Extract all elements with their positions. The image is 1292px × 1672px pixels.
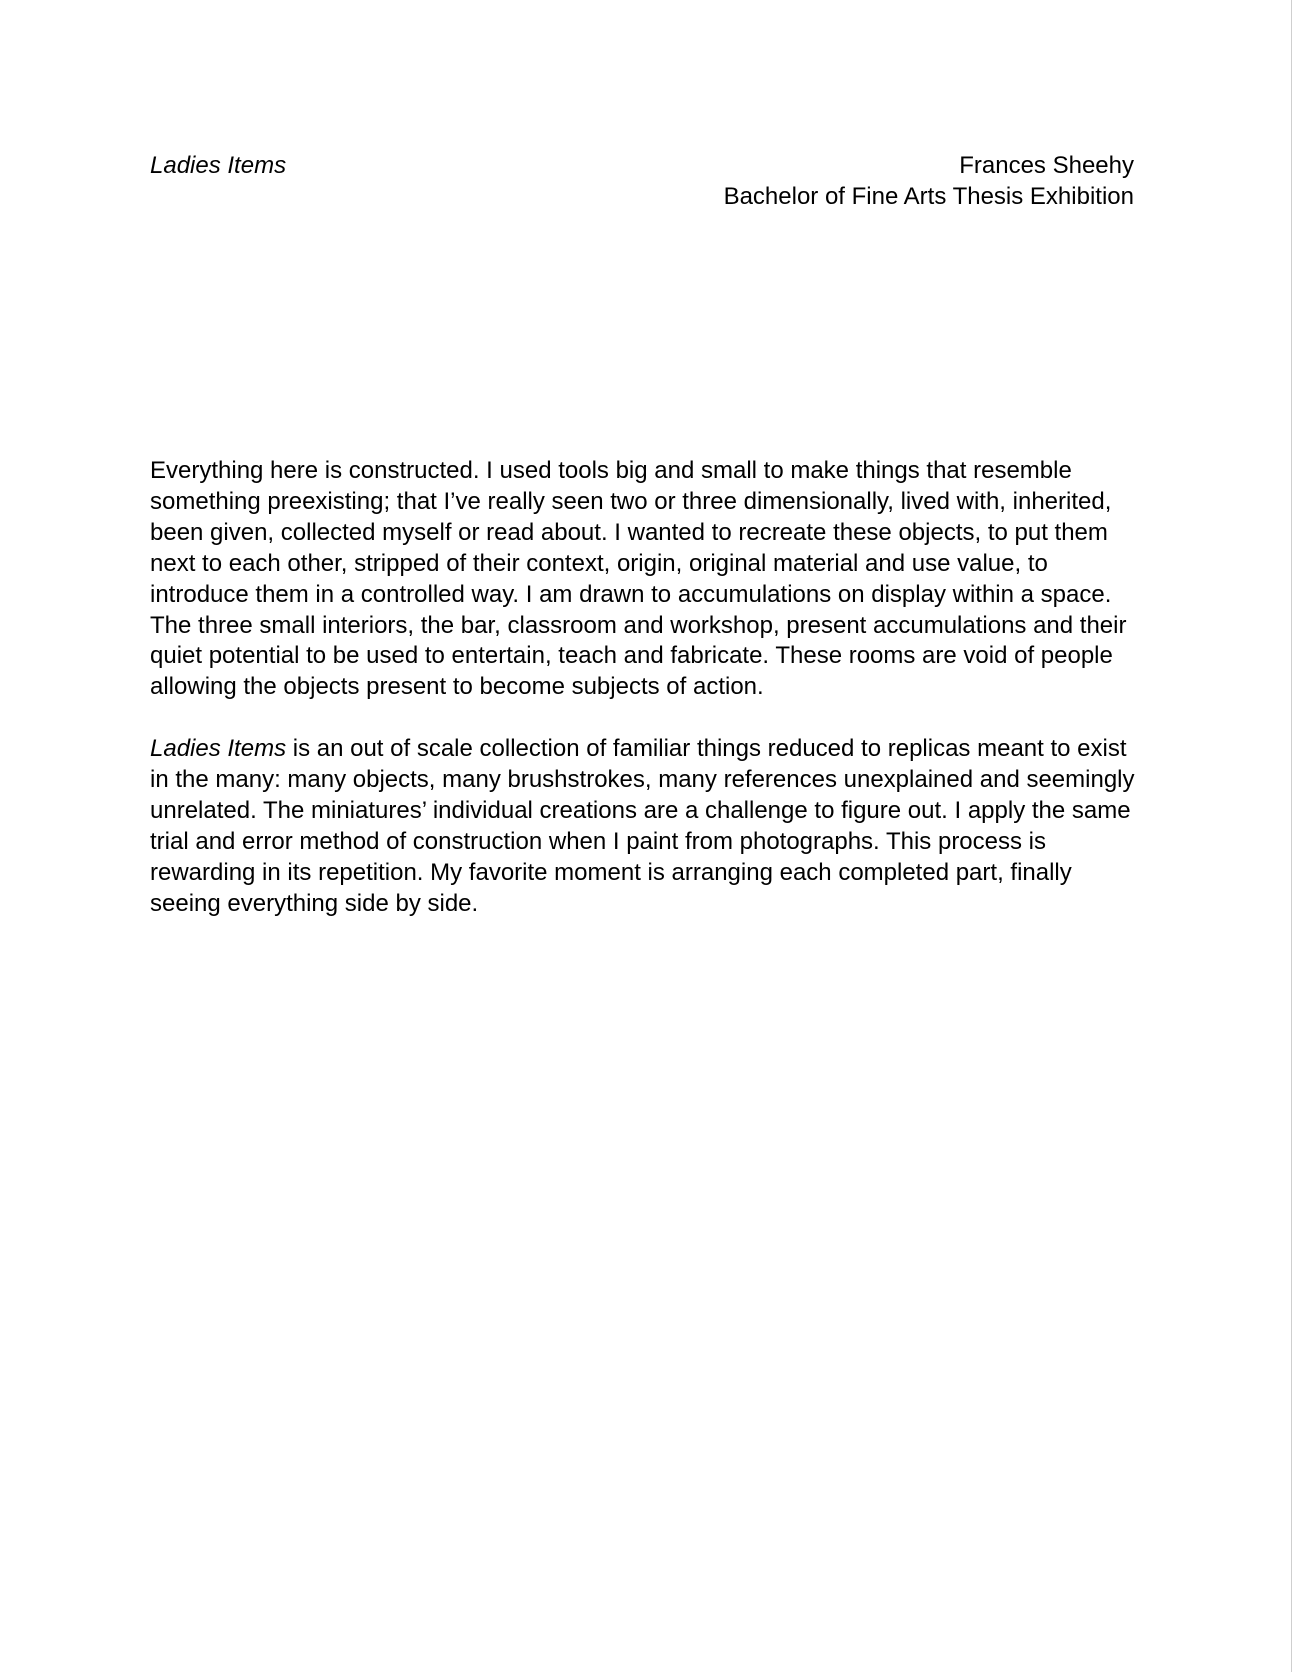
statement-paragraph-2-text: is an out of scale collection of familiar things reduced to replicas meant to exist in the many: many objects, many brushstrokes, many references unexplained and seemingly unrelated. The miniatures’ individual creations are a challenge to figure out. I apply the same trial and error method of construction when I paint from photographs. This process is rewarding in its repetition. My favorite moment is arranging each completed part, finally seeing everything side by side. bbox=[150, 735, 1135, 917]
exhibition-name: Bachelor of Fine Arts Thesis Exhibition bbox=[723, 183, 1134, 210]
artist-statement bbox=[150, 456, 1146, 951]
inline-work-title: Ladies Items bbox=[150, 735, 287, 763]
artist-info-block bbox=[724, 150, 1134, 212]
artist-name: Frances Sheehy bbox=[959, 152, 1134, 179]
statement-paragraph-1: Everything here is constructed. I used tools big and small to make things that resemble something preexisting; that I’ve really seen two or three dimensionally, lived with, inherited, been given, collected myself or read about. I wanted to recreate these objects, to put them next to each other, stripped of their context, origin, original material and use value, to introduce them in a controlled way. I am drawn to accumulations on display within a space. The three small interiors, the bar, classroom and workshop, present accumulations and their quiet potential to be used to entertain, teach and fabricate. These rooms are void of people allowing the objects present to become subjects of action. bbox=[150, 457, 1127, 701]
statement-paragraph-2 bbox=[150, 734, 1146, 919]
work-title-heading: Ladies Items bbox=[150, 152, 287, 179]
